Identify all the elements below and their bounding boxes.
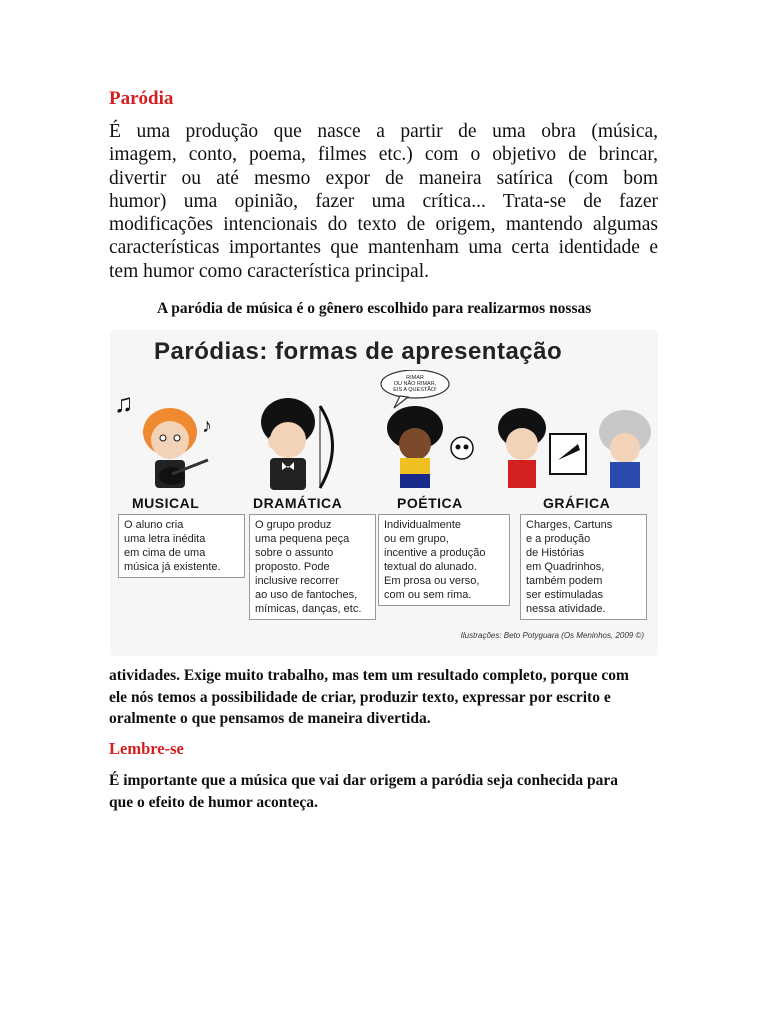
intro-paragraph xyxy=(109,120,658,283)
description-line: e a produção xyxy=(526,533,591,545)
speech-bubble-line: RIMAR xyxy=(406,375,424,381)
graphic-characters-icon xyxy=(498,408,651,488)
description-line: O grupo produz xyxy=(255,519,332,531)
description-line: também podem xyxy=(526,575,603,587)
description-line: com ou sem rima. xyxy=(384,589,472,601)
description-line: nessa atividade. xyxy=(526,603,606,615)
description-line: de Histórias xyxy=(526,547,585,559)
continuation-paragraph: atividades. Exige muito trabalho, mas tem um resultado completo, porque com ele nós temos a possibilidade de criar, produzir texto, expressar por escrito e oralmente o que pensamos de maneira divertida. xyxy=(109,667,629,727)
category-musical: MUSICAL xyxy=(132,495,200,511)
description-line: em cima de uma xyxy=(124,547,206,559)
intro-line: divertir ou até mesmo expor de maneira satírica (com bom xyxy=(109,167,658,189)
illustration-credit: Ilustrações: Beto Potyguara (Os Meninhos, 2009 ©) xyxy=(460,631,644,640)
grafica-description xyxy=(520,514,647,620)
intro-line: É uma produção que nasce a partir de uma obra (música, xyxy=(109,121,658,142)
intro-line: imagem, conto, poema, filmes etc.) com o objetivo de brincar, xyxy=(109,144,658,166)
intro-line: modificações intencionais do texto de origem, mantendo algumas xyxy=(109,214,658,236)
description-line: textual do alunado. xyxy=(384,561,477,573)
infographic-title: Paródias: formas de apresentação xyxy=(154,338,563,365)
description-line: Em prosa ou verso, xyxy=(384,575,480,587)
description-line: incentive a produção xyxy=(384,547,486,559)
description-line: uma letra inédita xyxy=(124,533,206,545)
category-dramatica: DRAMÁTICA xyxy=(253,495,343,511)
category-poetica: POÉTICA xyxy=(397,495,463,511)
description-line: uma pequena peça xyxy=(255,533,350,545)
infographic xyxy=(110,330,658,656)
description-line: inclusive recorrer xyxy=(255,575,339,587)
musical-description xyxy=(118,514,245,578)
musical-character-icon xyxy=(114,388,212,488)
intro-line: humor) uma opinião, fazer uma crítica... Trata-se de fazer xyxy=(109,190,658,212)
description-line: mímicas, danças, etc. xyxy=(255,603,362,615)
reminder-heading: Lembre-se xyxy=(109,739,184,758)
svg-text:♫: ♫ xyxy=(114,388,134,418)
description-line: Individualmente xyxy=(384,519,462,531)
description-line: em Quadrinhos, xyxy=(526,561,605,573)
page-title: Paródia xyxy=(109,88,174,109)
speech-bubble-line: EIS A QUESTÃO! xyxy=(393,387,437,393)
description-line: música já existente. xyxy=(124,561,221,573)
intro-line: tem humor como característica principal. xyxy=(109,260,429,282)
category-grafica: GRÁFICA xyxy=(543,495,611,511)
poetic-character-icon xyxy=(381,370,473,488)
reminder-paragraph: É importante que a música que vai dar origem a paródia seja conhecida para que o efeito de humor aconteça. xyxy=(109,772,619,811)
description-line: sobre o assunto xyxy=(255,547,334,559)
svg-text:♪: ♪ xyxy=(202,415,212,437)
description-line: ou em grupo, xyxy=(384,533,449,545)
description-line: Charges, Cartuns xyxy=(526,519,613,531)
characters-illustration xyxy=(110,370,658,495)
description-line: proposto. Pode xyxy=(255,561,330,573)
poetica-description xyxy=(378,514,510,606)
lead-sentence: A paródia de música é o gênero escolhido para realizarmos nossas xyxy=(157,300,592,317)
dramatica-description xyxy=(249,514,376,620)
intro-line: características importantes que mantenham uma certa identidade e xyxy=(109,237,658,259)
description-line: ao uso de fantoches, xyxy=(255,589,358,601)
description-line: O aluno cria xyxy=(124,519,184,531)
dramatic-character-icon xyxy=(261,398,333,490)
description-line: ser estimuladas xyxy=(526,589,604,601)
speech-bubble-line: OU NÃO RIMAR, xyxy=(393,381,437,387)
